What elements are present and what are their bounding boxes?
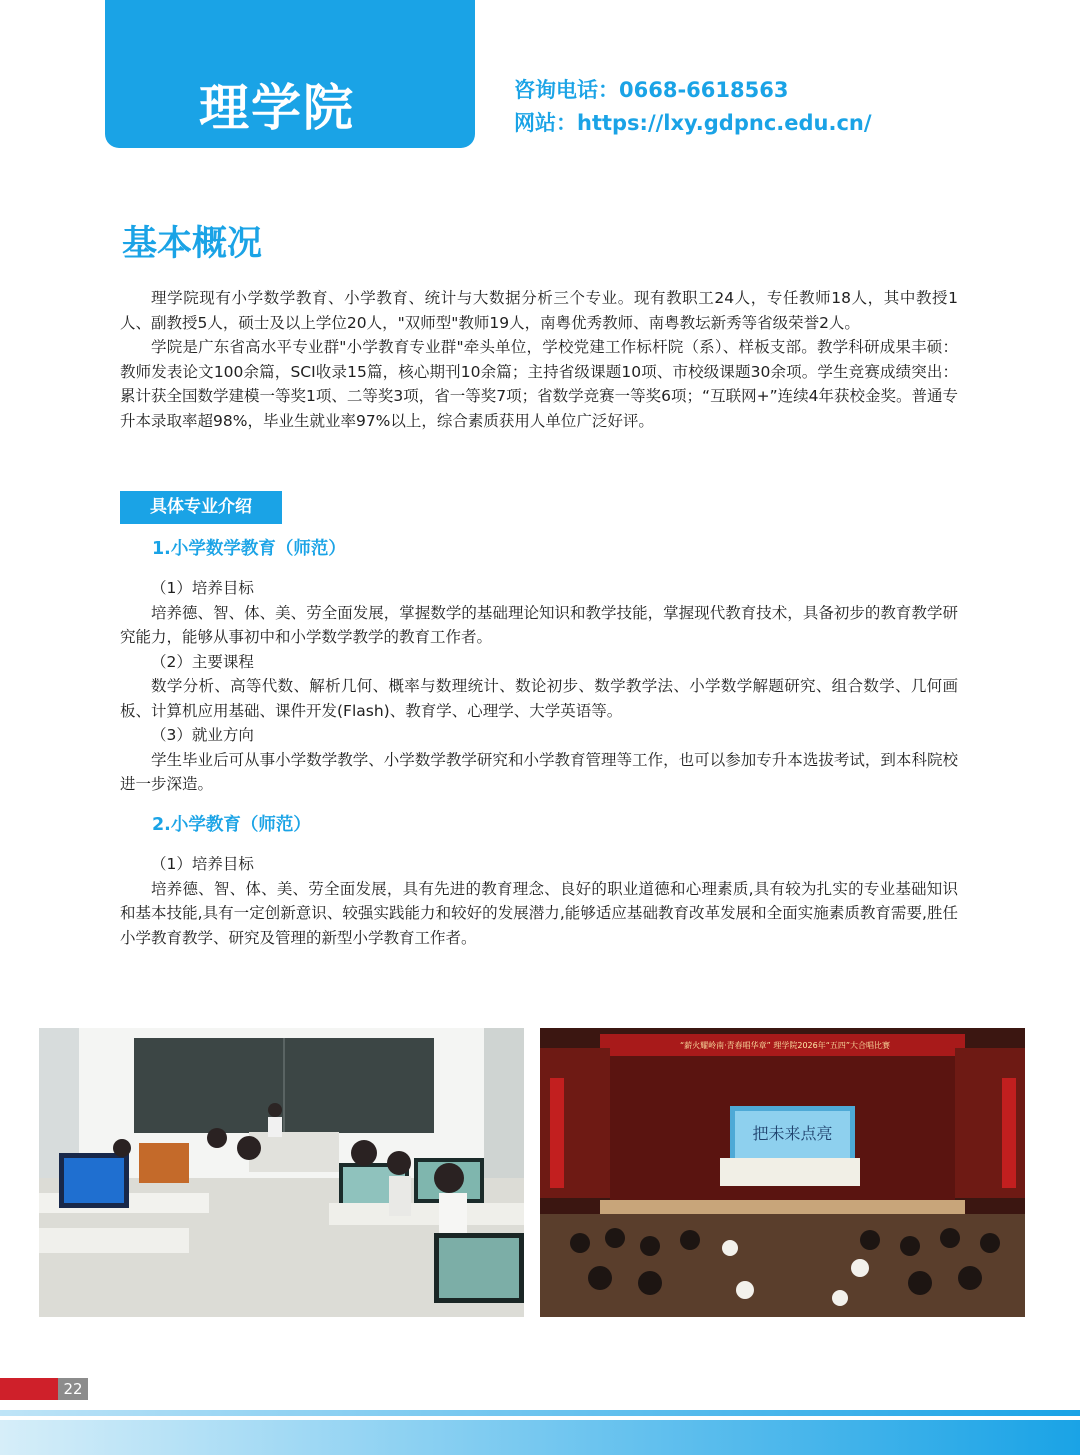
contact-info	[514, 74, 872, 140]
major1-goal-text: 培养德、智、体、美、劳全面发展，掌握数学的基础理论知识和教学技能，掌握现代教育技术，具备初步的教育教学研究能力，能够从事初中和小学数学教学的教育工作者。	[120, 603, 958, 646]
overview-text	[120, 286, 958, 433]
major2-title: 2.小学教育（师范）	[152, 815, 311, 835]
overview-heading: 基本概况	[122, 223, 263, 264]
major2-goal-label: （1）培养目标	[151, 855, 254, 873]
major1-title: 1.小学数学教育（师范）	[152, 539, 346, 559]
website-line: 网站：https://lxy.gdpnc.edu.cn/	[514, 111, 872, 135]
major2-goal-text: 培养德、智、体、美、劳全面发展，具有先进的教育理念、良好的职业道德和心理素质,具有较为扎实的专业基础知识和基本技能,具有一定创新意识、较强实践能力和较好的发展潜力,能够适应基础教育改革发展和全面实施素质教育需要,胜任小学教育教学、研究及管理的新型小学教育工作者。	[120, 879, 958, 947]
concert-banner-text: “薪火耀岭南·青春唱华章” 理学院2026年“五四”大合唱比赛	[679, 1041, 891, 1050]
major1-courses-label: （2）主要课程	[151, 652, 254, 671]
college-title-tab	[105, 0, 475, 148]
concert-screen-text: 把未来点亮	[752, 1124, 833, 1143]
footer-stripe-wide	[0, 1420, 1080, 1455]
major1-goal-label: （1）培养目标	[151, 579, 254, 597]
page-number-accent	[0, 1378, 58, 1400]
major2-body	[120, 852, 958, 950]
overview-paragraph: 理学院现有小学数学教育、小学教育、统计与大数据分析三个专业。现有教职工24人，专任教师18人，其中教授1人、副教授5人，硕士及以上学位20人，"双师型"教师19人，南粤优秀教师、南粤教坛新秀等省级荣誉2人。	[120, 289, 958, 332]
classroom-photo	[39, 1028, 524, 1317]
college-name: 理学院	[199, 78, 355, 137]
phone-line: 咨询电话：0668-6618563	[514, 78, 789, 102]
footer-stripe-thin	[0, 1410, 1080, 1416]
major1-body	[120, 576, 958, 797]
overview-paragraph: 学院是广东省高水平专业群"小学教育专业群"牵头单位，学校党建工作标杆院（系）、样板支部。教学科研成果丰硕：教师发表论文100余篇，SCI收录15篇，核心期刊10余篇；主持省级课题10项、市校级课题30余项。学生竞赛成绩突出：累计获全国数学建模一等奖1项、二等奖3项，省一等奖7项；省数学竞赛一等奖6项；“互联网+”连续4年获校金奖。普通专升本录取率超98%，毕业生就业率97%以上，综合素质获用人单位广泛好评。	[120, 338, 958, 430]
classroom-illustration	[39, 1028, 524, 1317]
majors-tag: 具体专业介绍	[120, 491, 282, 524]
concert-illustration	[540, 1028, 1025, 1317]
major1-courses-text: 数学分析、高等代数、解析几何、概率与数理统计、数论初步、数学教学法、小学数学解题研究、组合数学、几何画板、计算机应用基础、课件开发(Flash)、教育学、心理学、大学英语等。	[120, 677, 958, 720]
concert-photo	[540, 1028, 1025, 1317]
major1-career-label: （3）就业方向	[151, 726, 254, 744]
major1-career-text: 学生毕业后可从事小学数学教学、小学数学教学研究和小学教育管理等工作，也可以参加专升本选拔考试，到本科院校进一步深造。	[120, 750, 958, 793]
page-number: 22	[58, 1378, 88, 1400]
